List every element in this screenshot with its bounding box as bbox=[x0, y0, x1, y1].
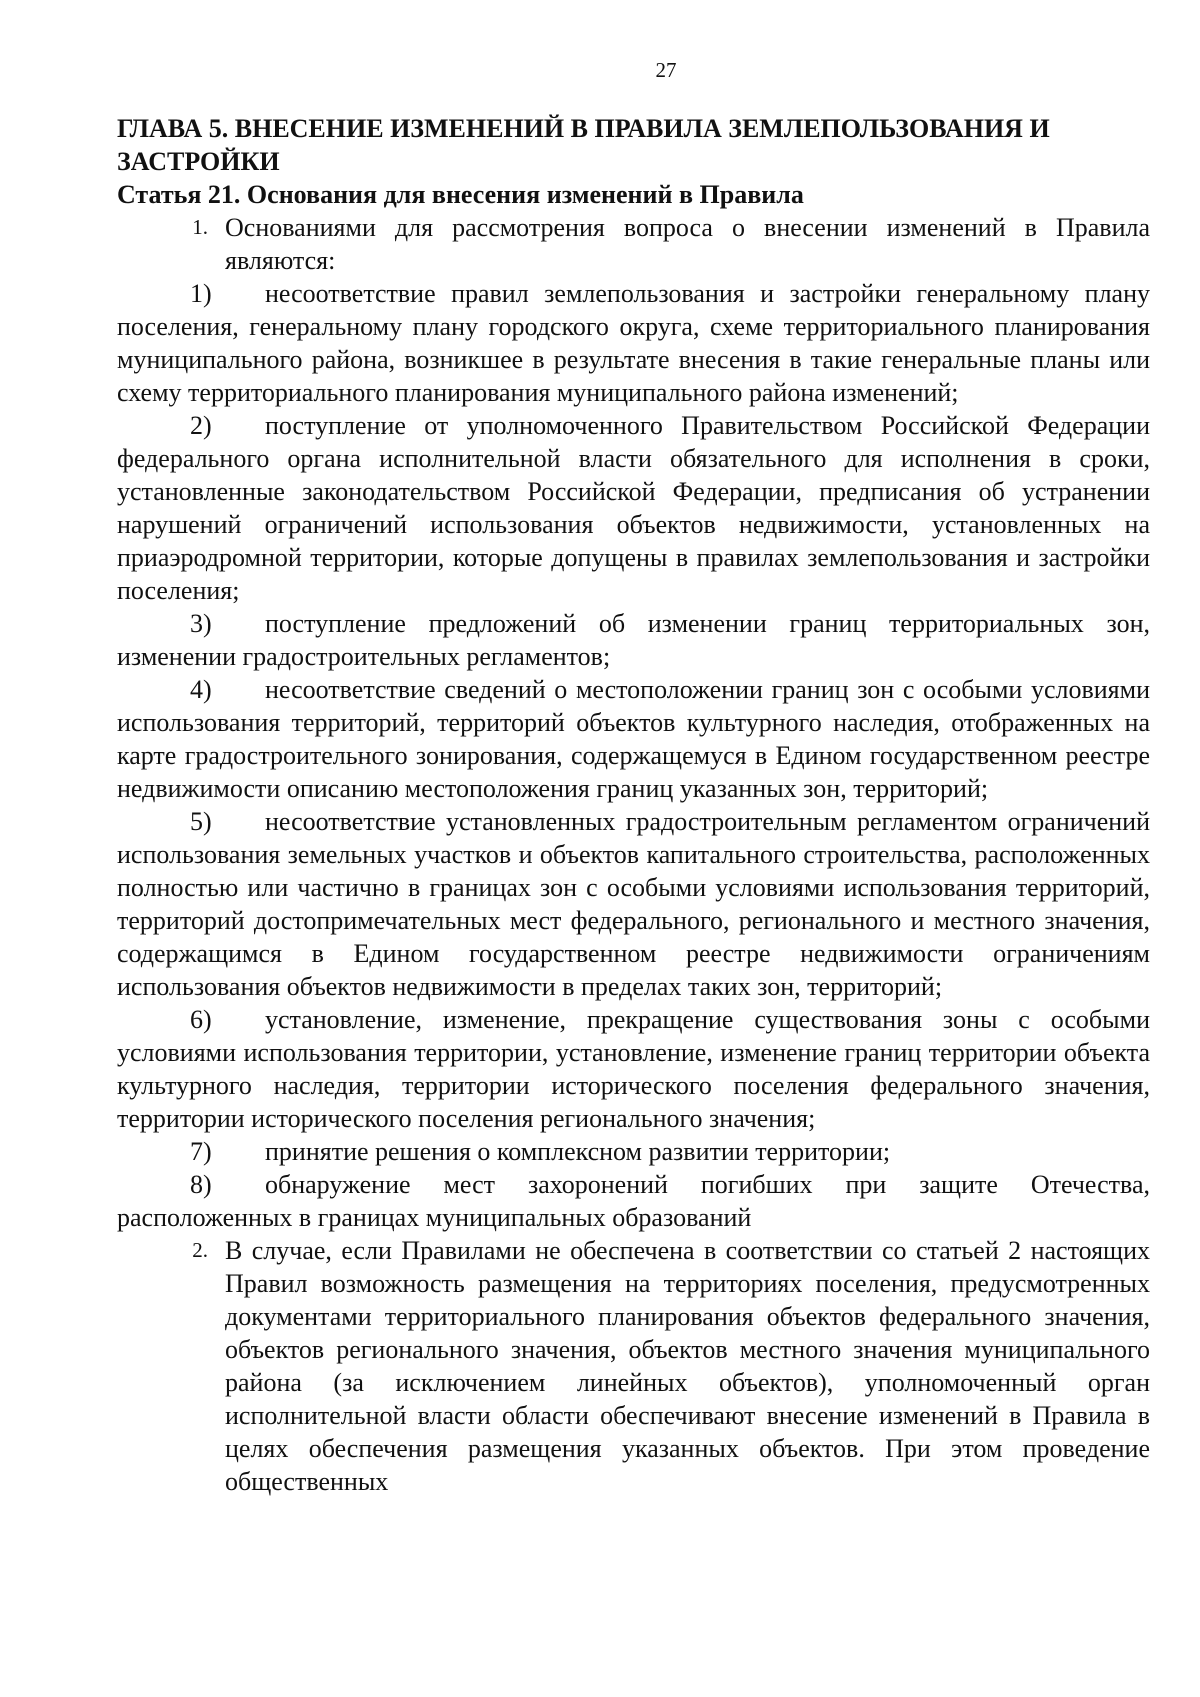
clause-2-text: В случае, если Правилами не обеспечена в соответствии со статьей 2 настоящих Правил возможность размещения на территориях поселения, предусмотренных документами территориального планирования объектов федерального значения, объектов регионального значения, объектов местного значения муниципального района (за исключением линейных объектов), уполномоченный орган исполнительной власти области обеспечивают внесение изменений в Правила в целях обеспечения размещения указанных объектов. При этом проведение общественных bbox=[225, 1236, 1150, 1496]
list-item bbox=[117, 1135, 1150, 1168]
list-item-text: несоответствие правил землепользования и застройки генеральному плану поселения, генеральному плану городского округа, схеме территориального планирования муниципального района, возникшее в результате внесения в такие генеральные планы или схему территориального планирования муниципального района изменений; bbox=[117, 279, 1150, 407]
clause-1-text bbox=[225, 211, 1150, 277]
clause-2-number: 2. bbox=[192, 1238, 208, 1262]
list-item-text: несоответствие установленных градостроительным регламентом ограничений использования земельных участков и объектов капитального строительства, расположенных полностью или частично в границах зон с особыми условиями использования территорий, территорий достопримечательных мест федерального, регионального и местного значения, содержащимся в Едином государственном реестре недвижимости ограничениям использования объектов недвижимости в пределах таких зон, территорий; bbox=[117, 807, 1150, 1001]
page-number: 27 bbox=[655, 58, 677, 82]
document-body bbox=[117, 112, 1150, 1498]
list-item-text: установление, изменение, прекращение существования зоны с особыми условиями использования территории, установление, изменение границ территории объекта культурного наследия, территории исторического поселения федерального значения, территории исторического поселения регионального значения; bbox=[117, 1005, 1150, 1133]
list-item-text: несоответствие сведений о местоположении границ зон с особыми условиями использования территорий, территорий объектов культурного наследия, отображенных на карте градостроительного зонирования, содержащемуся в Едином государственном реестре недвижимости описанию местоположения границ указанных зон, территорий; bbox=[117, 675, 1150, 803]
clause-1 bbox=[117, 211, 1150, 277]
clause-2 bbox=[117, 1234, 1150, 1498]
article-title: Статья 21. Основания для внесения изменений в Правила bbox=[117, 180, 804, 209]
clause-1-line-2: являются: bbox=[225, 246, 336, 275]
list-item bbox=[117, 1003, 1150, 1135]
list-item-text: поступление от уполномоченного Правительством Российской Федерации федерального органа исполнительной власти обязательного для исполнения в сроки, установленные законодательством Российской Федерации, предписания об устранении нарушений ограничений использования объектов недвижимости, установленных на приаэродромной территории, которые допущены в правилах землепользования и застройки поселения; bbox=[117, 411, 1150, 605]
list-item bbox=[117, 607, 1150, 673]
list-item-marker: 6) bbox=[190, 1005, 212, 1034]
clause-1-number: 1. bbox=[192, 215, 208, 239]
list-item-marker: 4) bbox=[190, 675, 212, 704]
list-item bbox=[117, 1168, 1150, 1234]
list-item-marker: 3) bbox=[190, 609, 212, 638]
list-item-marker: 1) bbox=[190, 279, 212, 308]
list-item bbox=[117, 805, 1150, 1003]
list-item-text: принятие решения о комплексном развитии территории; bbox=[265, 1137, 891, 1166]
chapter-title: ГЛАВА 5. ВНЕСЕНИЕ ИЗМЕНЕНИЙ В ПРАВИЛА ЗЕМЛЕПОЛЬЗОВАНИЯ И ЗАСТРОЙКИ bbox=[117, 114, 1050, 176]
list-item-text: поступление предложений об изменении границ территориальных зон, изменении градостроительных регламентов; bbox=[117, 609, 1150, 671]
clause-1-line-1: Основаниями для рассмотрения вопроса о внесении изменений в Правила bbox=[225, 213, 1150, 242]
list-item-marker: 5) bbox=[190, 807, 212, 836]
list-item-marker: 2) bbox=[190, 411, 212, 440]
list-item-text: обнаружение мест захоронений погибших при защите Отечества, расположенных в границах муниципальных образований bbox=[117, 1170, 1150, 1232]
list-item-marker: 8) bbox=[190, 1170, 212, 1199]
list-item bbox=[117, 409, 1150, 607]
list-item bbox=[117, 673, 1150, 805]
list-item-marker: 7) bbox=[190, 1137, 212, 1166]
list-item bbox=[117, 277, 1150, 409]
